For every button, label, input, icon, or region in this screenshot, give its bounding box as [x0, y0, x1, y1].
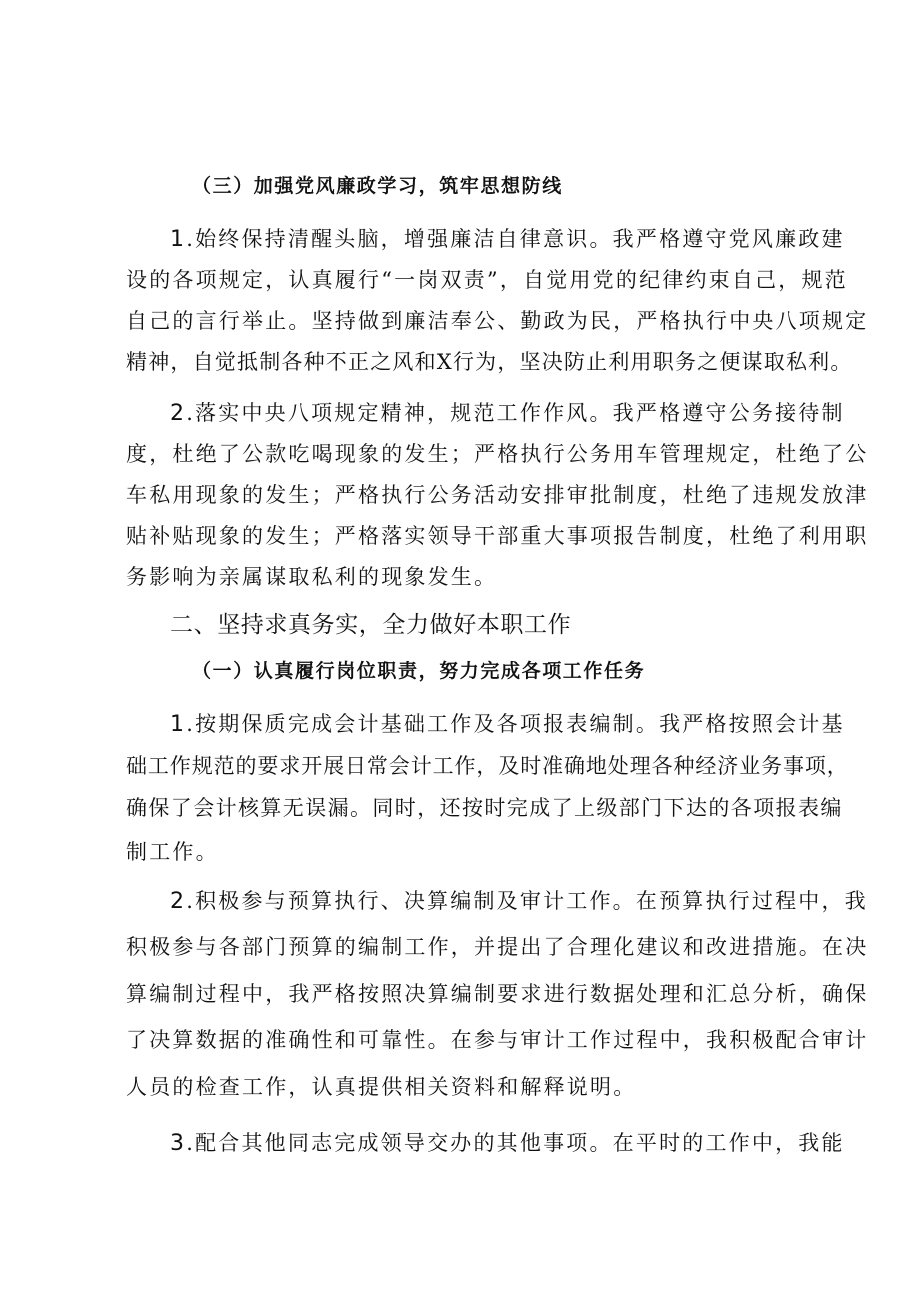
item-1-line-3: 确保了会计核算无误漏。同时，还按时完成了上级部门下达的各项报表编 [126, 796, 843, 820]
paragraph-1-line-4: 精神，自觉抵制各种不正之风和X行为，坚决防止利用职务之便谋取私利。 [126, 350, 853, 374]
item-2-line-1: 2.积极参与预算执行、决算编制及审计工作。在预算执行过程中，我 [170, 889, 868, 914]
subsection-heading-3: （三）加强党风廉政学习，筑牢思想防线 [192, 175, 563, 197]
item-2-line-5: 人员的检查工作，认真提供相关资料和解释说明。 [126, 1075, 637, 1099]
item-3-line-1: 3.配合其他同志完成领导交办的其他事项。在平时的工作中，我能 [170, 1131, 845, 1156]
paragraph-2-line-3: 车私用现象的发生；严格执行公务活动安排审批制度，杜绝了违规发放津 [126, 483, 869, 507]
item-3-number: 3 [170, 1131, 187, 1156]
section-heading-2: 二、坚持求真务实，全力做好本职工作 [170, 612, 572, 638]
item-2-number: 2 [170, 889, 187, 914]
item-1-number: 1 [170, 712, 187, 737]
paragraph-1-line-1: 1.始终保持清醒头脑，增强廉洁自律意识。我严格遵守党风廉政建 [170, 227, 845, 252]
item-1-line-2: 础工作规范的要求开展日常会计工作，及时准确地处理各种经济业务事项， [126, 754, 849, 778]
item-2-line-3: 算编制过程中，我严格按照决算编制要求进行数据处理和汇总分析，确保 [126, 982, 869, 1006]
item-2-line-4: 了决算数据的准确性和可靠性。在参与审计工作过程中，我积极配合审计 [126, 1028, 869, 1052]
item-1-line-4: 制工作。 [126, 840, 219, 864]
paragraph-1-line-2: 设的各项规定，认真履行“一岗双责”，自觉用党的纪律约束自己，规范 [126, 268, 848, 292]
paragraph-2-line-1: 2.落实中央八项规定精神，规范工作作风。我严格遵守公务接待制 [170, 401, 845, 426]
paragraph-1-line-3: 自己的言行举止。坚持做到廉洁奉公、勤政为民，严格执行中央八项规定 [126, 309, 869, 333]
subsection-heading-1: （一）认真履行岗位职责，努力完成各项工作任务 [192, 660, 646, 682]
paragraph-1-number: 1 [170, 227, 187, 252]
paragraph-2-number: 2 [170, 401, 187, 426]
paragraph-2-line-5: 务影响为亲属谋取私利的现象发生。 [126, 565, 498, 589]
item-2-line-2: 积极参与各部门预算的编制工作，并提出了合理化建议和改进措施。在决 [126, 935, 869, 959]
paragraph-2-line-2: 度，杜绝了公款吃喝现象的发生；严格执行公务用车管理规定，杜绝了公 [126, 442, 869, 466]
item-1-line-1: 1.按期保质完成会计基础工作及各项报表编制。我严格按照会计基 [170, 712, 845, 737]
paragraph-2-line-4: 贴补贴现象的发生；严格落实领导干部重大事项报告制度，杜绝了利用职 [126, 524, 869, 548]
